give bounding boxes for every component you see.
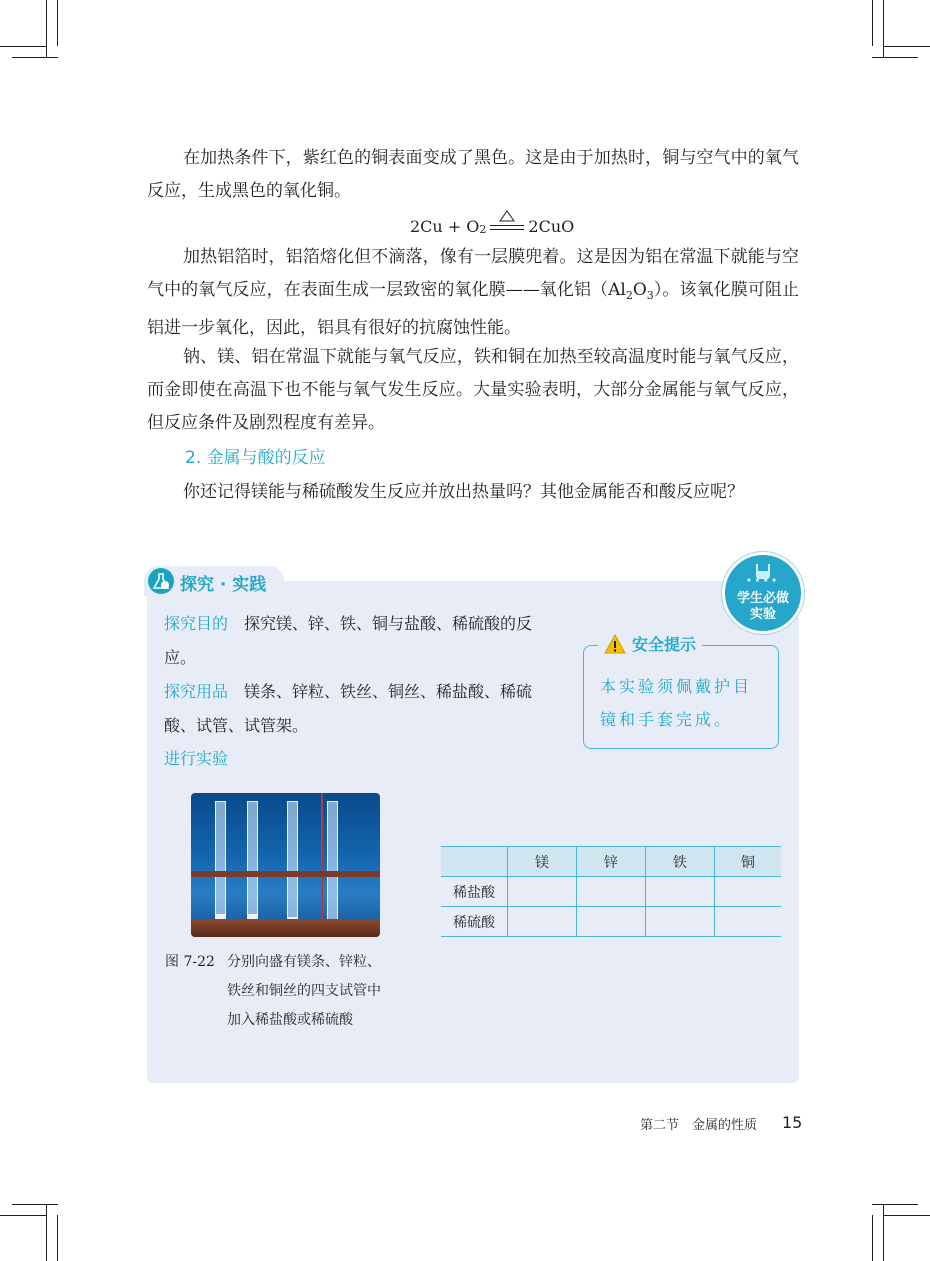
crop-mark-tl-h [0,46,46,47]
table-row [441,877,781,907]
paragraph-question: 你还记得镁能与稀硫酸发生反应并放出热量吗？其他金属能否和酸反应呢？ [183,482,744,502]
warning-icon [604,634,626,654]
table-header-row [441,847,781,877]
crop-mark-bl-v2 [46,1204,47,1261]
paragraph-aluminum-oxide [147,241,799,345]
crop-mark-br-v2 [883,1204,884,1261]
materials-text: 镁条、锌粒、铁丝、铜丝、稀盐酸、稀硫酸、试管、试管架。 [164,682,533,735]
inquiry-tab-label: 探究 · 实践 [180,575,267,595]
purpose-text: 探究镁、锌、铁、铜与盐酸、稀硫酸的反应。 [164,614,533,667]
test-tube [327,801,338,925]
observation-table [441,846,781,937]
p2-part-b: ）。该氧化膜可阻止铝进一步氧化，因此，铝具有很好的抗腐蚀性能。 [147,280,799,338]
crop-mark-tl-h2 [12,57,58,58]
copper-wire [321,793,323,921]
figure-number: 图 7-22 [165,954,215,970]
crop-mark-br-h [884,1215,930,1216]
table-cell [576,877,645,907]
heat-condition-arrow [490,210,524,236]
page-number: 15 [782,1113,803,1132]
crop-mark-tl-v [57,0,58,46]
figure-caption-line2: 铁丝和铜丝的四支试管中 [227,983,381,999]
table-cell [508,907,577,937]
table-cell [714,877,781,907]
table-header: 铜 [714,847,781,877]
procedure-label: 进行实验 [164,749,229,768]
materials-label: 探究用品 [164,682,229,701]
test-tube [287,801,298,925]
p2-part-a: 加热铝箔时，铝箔熔化但不滴落，像有一层膜兜着。这是因为铝在常温下就能与空气中的氧气反应，在表面生成一层致密的氧化膜——氧化铝（Al [147,247,799,300]
inquiry-materials [164,675,564,743]
badge-line1: 学生必做 [736,591,789,606]
crop-mark-bl-v [57,1215,58,1261]
safety-title [598,632,702,655]
figure-caption [165,948,381,1035]
table-cell [645,877,714,907]
crop-mark-tr-h2 [872,57,918,58]
p2-sub1: 2 [625,289,633,302]
tube-rack-base [191,919,380,937]
crop-mark-tr-v2 [883,0,884,57]
safety-text: 本实验须佩戴护目镜和手套完成。 [600,677,753,729]
footer-section-title: 第二节 金属的性质 [640,1118,758,1133]
equation-left: 2Cu + O [410,217,480,236]
chemical-equation [410,208,574,236]
flask-icon [148,568,174,594]
crop-mark-br-v [872,1215,873,1261]
equation-right: 2CuO [528,217,575,236]
equation-left-subscript: 2 [479,223,487,236]
badge-stars-icon: ★★★★ [746,577,780,584]
table-cell [714,907,781,937]
table-header [441,847,508,877]
table-cell [645,907,714,937]
crop-mark-tl-v2 [46,0,47,57]
table-cell [508,877,577,907]
table-cell: 稀盐酸 [441,877,508,907]
required-experiment-badge [722,552,804,634]
crop-mark-bl-h [0,1215,46,1216]
section-heading-metals-acids: 2. 金属与酸的反应 [185,448,326,468]
table-cell: 稀硫酸 [441,907,508,937]
purpose-label: 探究目的 [164,614,229,633]
table-row [441,907,781,937]
table-header: 镁 [508,847,577,877]
test-tube [215,801,226,925]
tube-rack-shelf [191,871,380,877]
heat-triangle-icon [499,210,515,222]
table-cell [576,907,645,937]
inquiry-purpose [164,607,564,675]
p2-sub2: 3 [646,289,654,302]
crop-mark-tr-h [884,46,930,47]
badge-line2: 实验 [749,607,776,622]
figure-caption-line1: 分别向盛有镁条、锌粒、 [227,954,381,970]
paragraph-metals-oxygen: 钠、镁、铝在常温下就能与氧气反应，铁和铜在加热至较高温度时能与氧气反应，而金即使在高温下也不能与氧气发生反应。大量实验表明，大部分金属能与氧气反应，但反应条件及剧烈程度有差异。 [147,347,799,433]
paragraph-copper-oxidation: 在加热条件下，紫红色的铜表面变成了黑色。这是由于加热时，铜与空气中的氧气反应，生成黑色的氧化铜。 [147,148,799,201]
p2-mid: O [632,280,647,300]
crop-mark-br-h2 [872,1204,918,1205]
table-header: 锌 [576,847,645,877]
figure-caption-line3: 加入稀盐酸或稀硫酸 [227,1012,353,1028]
test-tubes-photo [191,793,380,937]
table-header: 铁 [645,847,714,877]
crop-mark-tr-v [872,0,873,46]
safety-title-text: 安全提示 [632,635,697,654]
test-tube [247,801,258,925]
crop-mark-bl-h2 [12,1204,58,1205]
